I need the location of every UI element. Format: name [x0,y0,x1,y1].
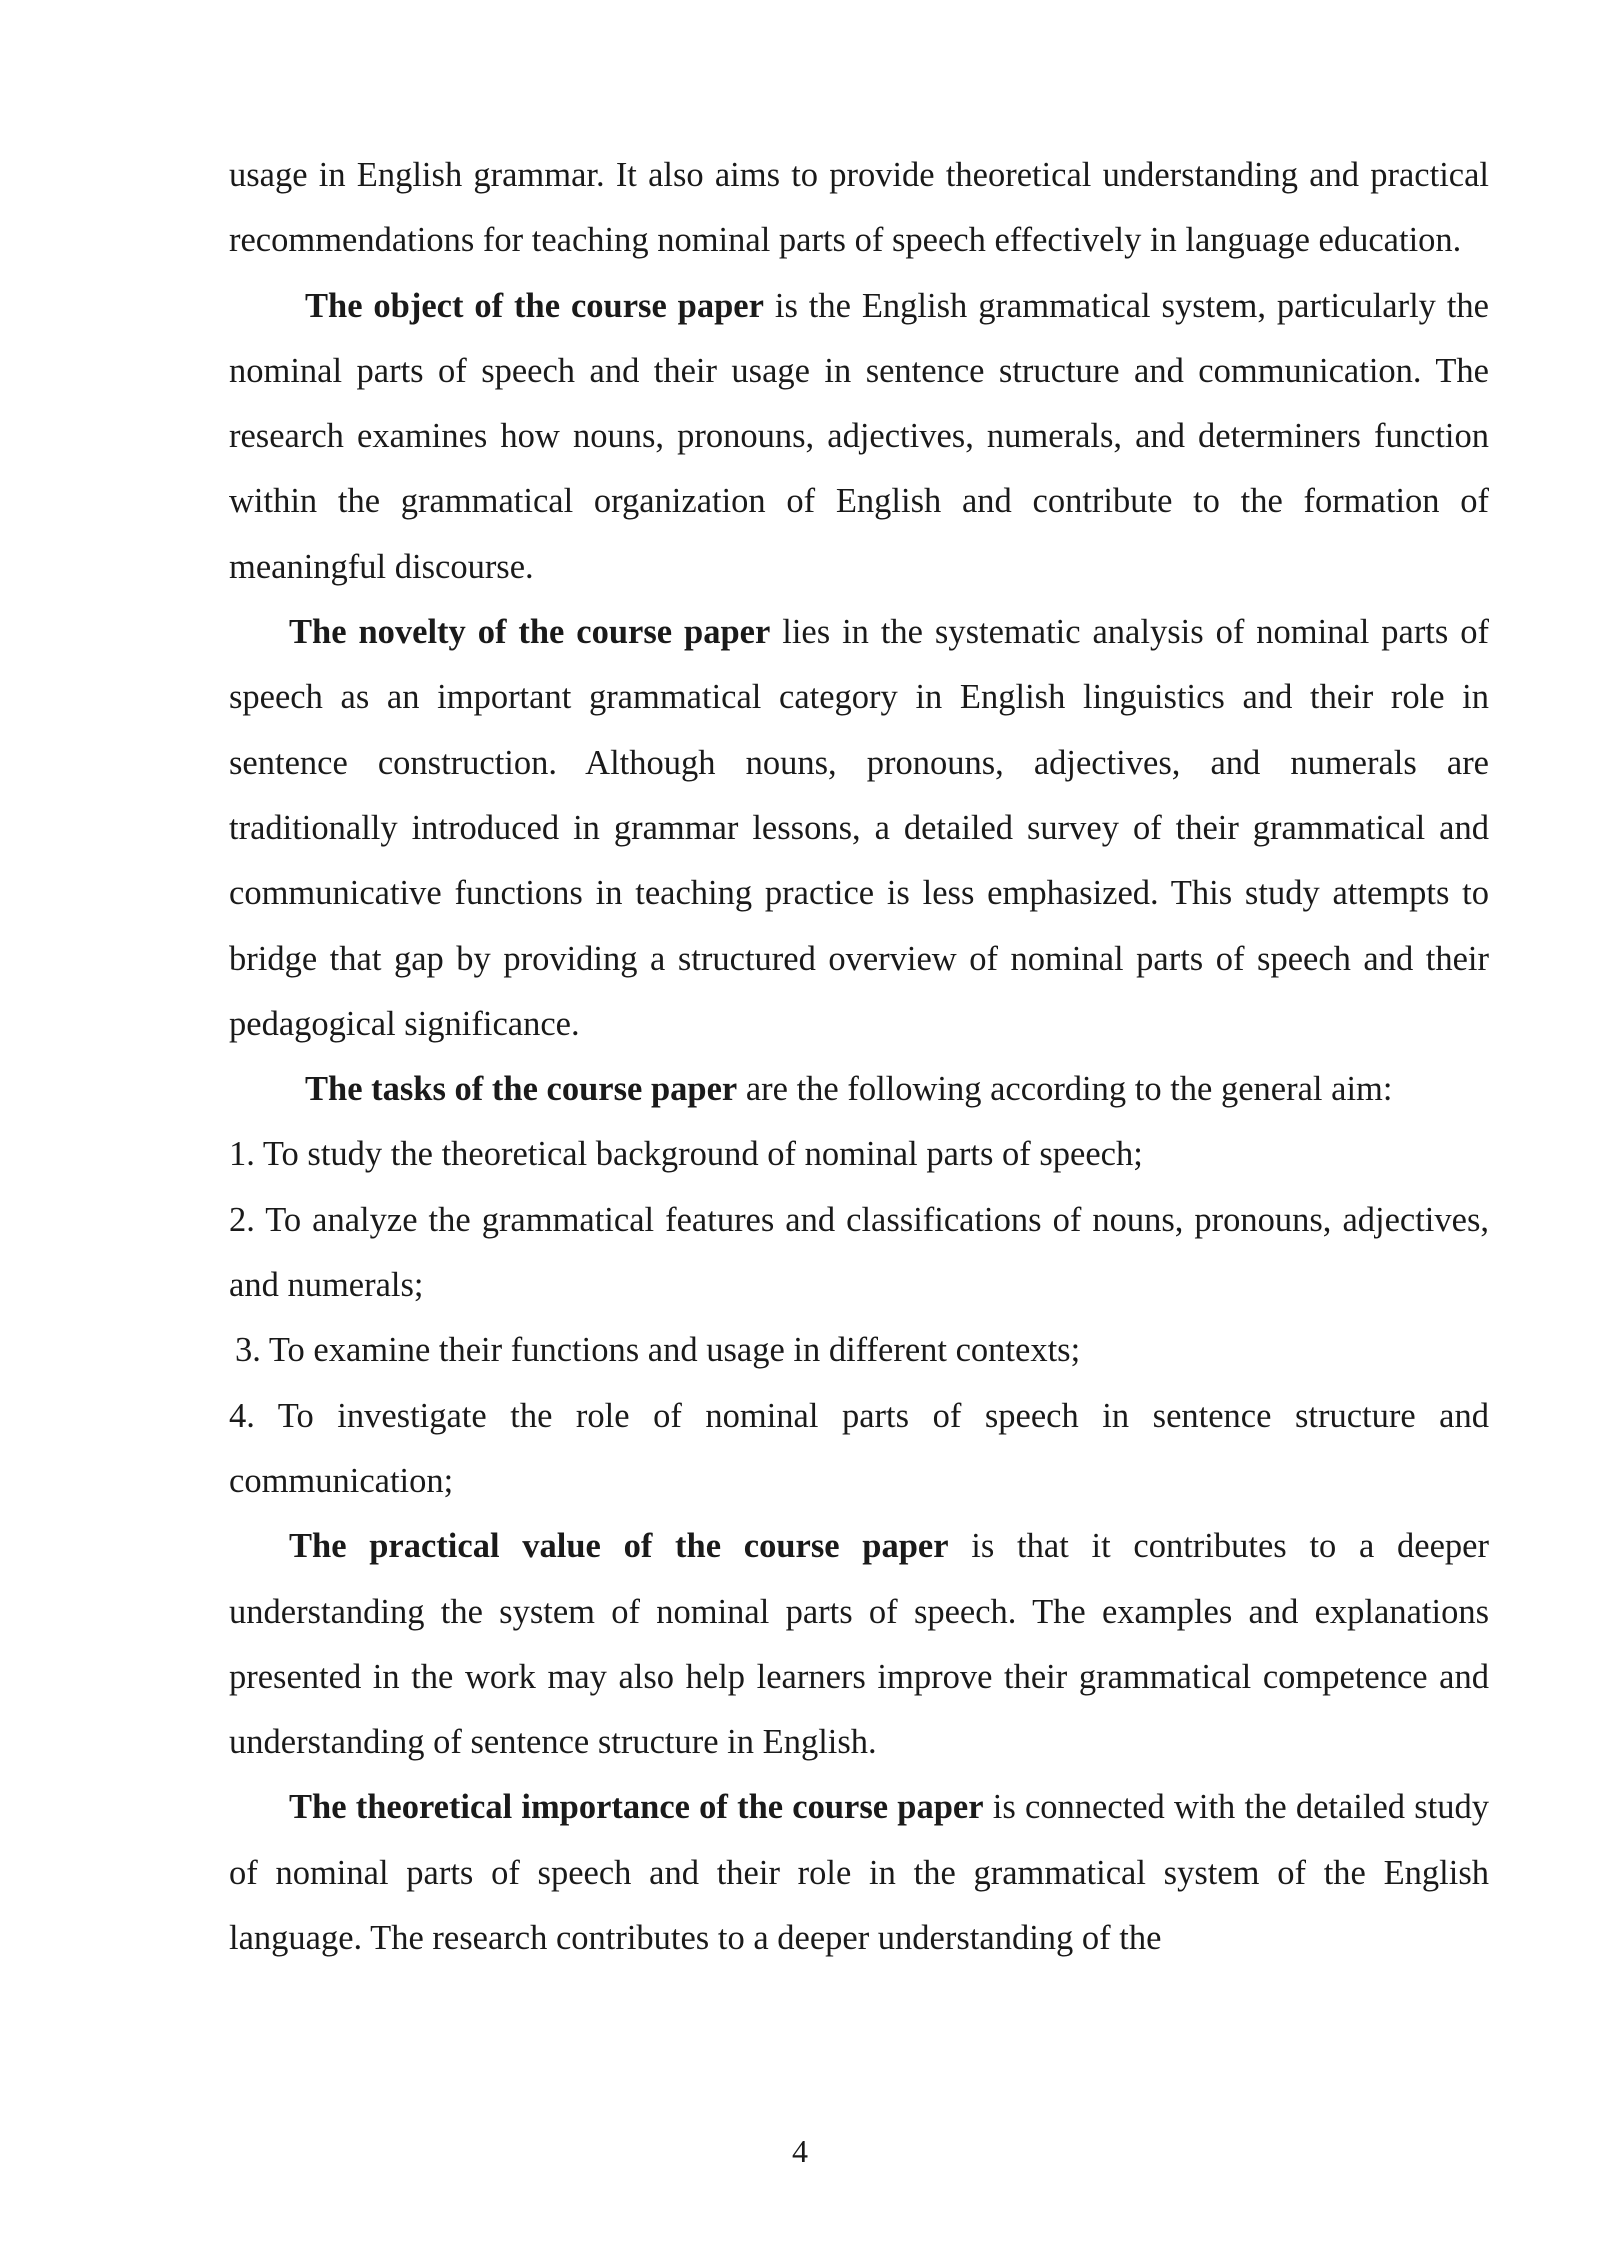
theoretical-text: is connected with the detailed study of nominal parts of speech and their role in the grammatical system of the English language. The research contributes to a deeper understanding of the [229,1788,1489,1958]
object-paragraph [229,274,1489,600]
aim-text: usage in English grammar. It also aims to provide theoretical understanding and practical recommendations for teaching nominal parts of speech effectively in language education. [229,156,1489,260]
task-item-4: 4. To investigate the role of nominal parts of speech in sentence structure and communication; [229,1396,1489,1500]
novelty-paragraph [229,600,1489,1057]
task-item-2: 2. To analyze the grammatical features and classifications of nouns, pronouns, adjectives, and numerals; [229,1200,1489,1305]
novelty-heading: The novelty of the course paper [289,613,771,652]
aim-paragraph [229,143,1489,274]
page-number: 4 [792,2133,808,2169]
tasks-heading: The tasks of the course paper [305,1070,738,1109]
task-item-1: 1. To study the theoretical background of nominal parts of speech; [229,1135,1143,1174]
object-heading: The object of the course paper [305,286,764,325]
practical-paragraph [229,1514,1489,1775]
tasks-text: are the following according to the general aim: [737,1070,1393,1109]
novelty-text: lies in the systematic analysis of nominal parts of speech as an important grammatical category in English linguistics and their role in sentence construction. Although nouns, pronouns, adjectives, and numerals are traditionally introduced in grammar lessons, a detailed survey of their grammatical and communicative functions in teaching practice is less emphasized. This study attempts to bridge that gap by providing a structured overview of nominal parts of speech and their pedagogical significance. [229,613,1489,1043]
task-item-3: 3. To examine their functions and usage in different contexts; [235,1331,1081,1370]
practical-text: is that it contributes to a deeper understanding the system of nominal parts of speech. The examples and explanations presented in the work may also help learners improve their grammatical competence and understanding of sentence structure in English. [229,1527,1489,1762]
theoretical-paragraph [229,1775,1489,1971]
tasks-paragraph [229,1057,1489,1122]
practical-heading: The practical value of the course paper [289,1527,949,1566]
body-text [229,143,1489,1971]
theoretical-heading: The theoretical importance of the course paper [289,1788,984,1827]
object-text: is the English grammatical system, particularly the nominal parts of speech and their usage in sentence structure and communication. The research examines how nouns, pronouns, adjectives, numerals, and determiners function within the grammatical organization of English and contribute to the formation of meaningful discourse. [229,286,1489,586]
